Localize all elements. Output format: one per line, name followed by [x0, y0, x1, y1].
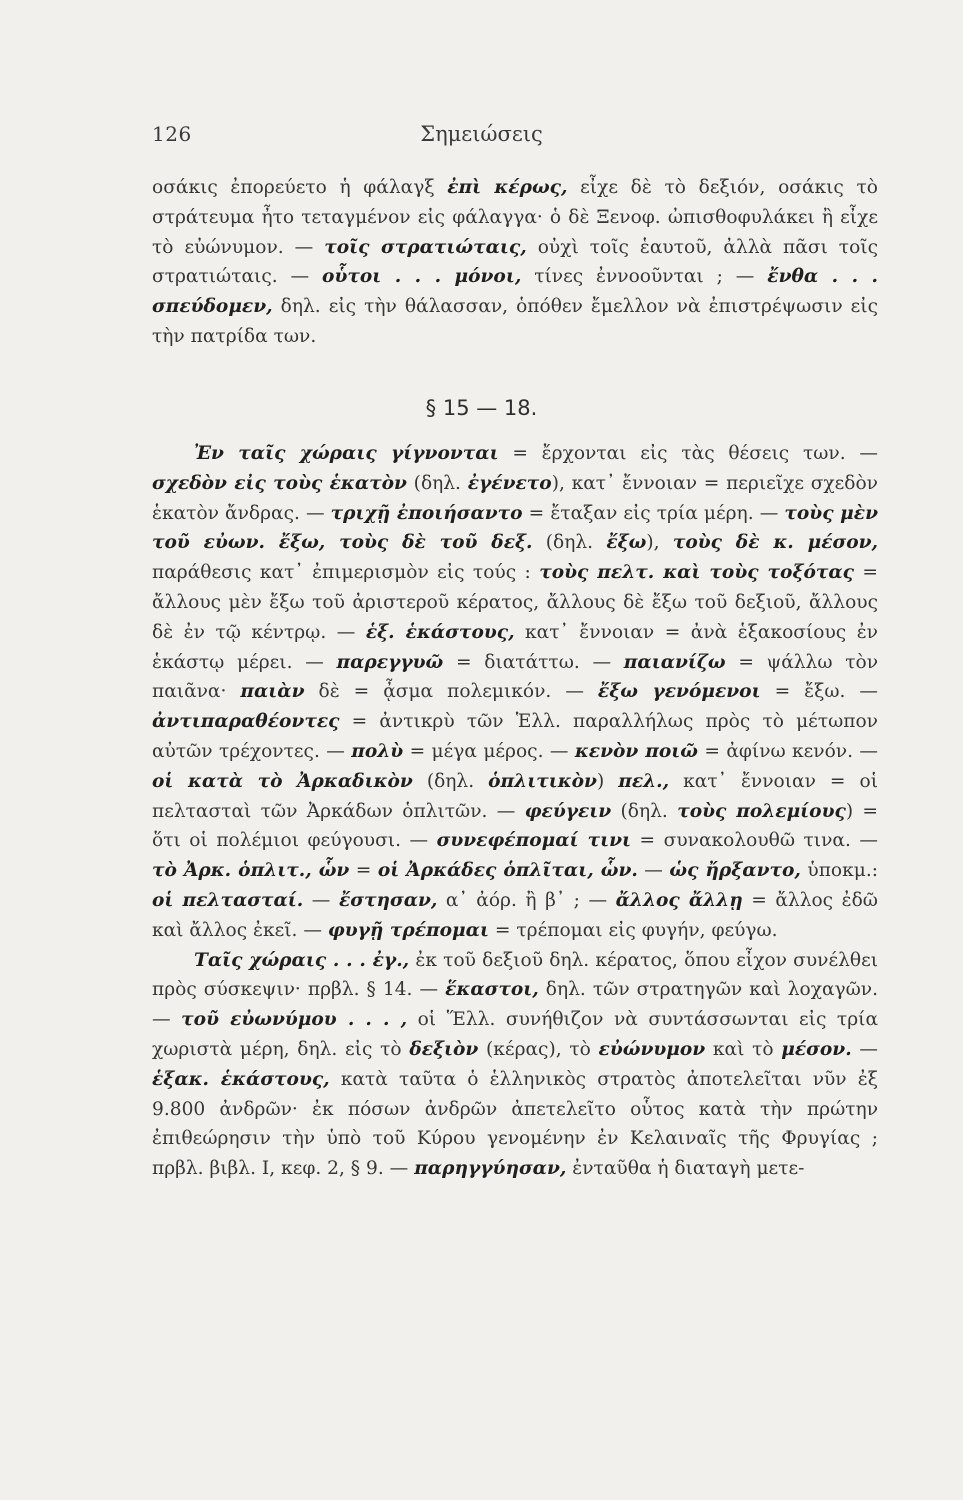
lemma-text: σχεδὸν εἰς τοὺς ἑκατὸν [152, 472, 407, 494]
gloss-text: = μέγα μέρος. — [403, 740, 575, 762]
lemma-text: παιὰν [240, 681, 305, 703]
gloss-text: (δηλ. [406, 472, 468, 494]
lemma-text: παιανίζω [623, 651, 726, 673]
running-head: Σημειώσεις [420, 122, 543, 146]
lemma-text: τοὺς δὲ κ. μέσον, [672, 532, 879, 554]
gloss-text: ἐνταῦθα ἡ διαταγὴ μετε- [566, 1158, 805, 1180]
lemma-text: τοὺς πελτ. καὶ τοὺς τοξότας [539, 562, 855, 584]
gloss-text: ὑποκμ.: [800, 860, 878, 882]
gloss-text: ), [646, 532, 673, 554]
lemma-text: τοῖς στρατιώταις, [324, 236, 527, 258]
gloss-text: ) [596, 770, 619, 792]
gloss-text: οὐχὶ τοῖς ἑαυτοῦ, ἀλλὰ πᾶσι τοῖς στρατιώταις. — [152, 236, 878, 288]
gloss-text: (δηλ. [412, 770, 489, 792]
gloss-text: εἶχε δὲ τὸ δεξιόν, οσάκις τὸ στράτευμα ἦτο τεταγμένον εἰς φάλαγγα· ὁ δὲ Ξενοφ. ὠπισθοφυλάκει ἢ εἶχε τὸ εὐώνυμον. — [152, 177, 878, 258]
gloss-text: καὶ τὸ [705, 1038, 782, 1060]
lemma-text: ὡς ἤρξαντο, [669, 860, 801, 882]
lemma-text: ἑξακ. ἑκάστους, [152, 1068, 330, 1090]
gloss-text: κατ᾽ ἔννοιαν = ἀνὰ ἑξακοσίους ἐν ἑκάστῳ μέρει. — [152, 621, 878, 673]
section-heading: § 15 — 18. [425, 396, 538, 420]
gloss-text: (δηλ. [532, 532, 607, 554]
lemma-text: ἐπὶ κέρως, [447, 177, 568, 198]
lemma-text: ἔνθα . . . σπεύδομεν, [152, 266, 878, 318]
gloss-text: παράθεσις κατ᾽ ἐπιμερισμὸν εἰς τούς : [152, 562, 540, 584]
gloss-text: = [349, 860, 378, 882]
gloss-text: δηλ. εἰς τὴν θάλασσαν, ὁπόθεν ἔμελλον νὰ ἐπιστρέψωσιν εἰς τὴν πατρίδα των. [152, 296, 878, 347]
lemma-text: τριχῇ ἐποιήσαντο [330, 502, 523, 524]
gloss-text: κατ᾽ ἔννοιαν = οἱ πελτασταὶ τῶν Ἀρκάδων ὁπλιτῶν. — [152, 770, 878, 822]
lemma-text: ἕκαστοι, [445, 979, 539, 1001]
lemma-text: οὗτοι . . . μόνοι, [322, 266, 522, 288]
lemma-text: οἱ Ἀρκάδες ὁπλῖται, ὧν. [377, 860, 638, 882]
gloss-text: (δηλ. [611, 800, 678, 822]
gloss-text: κατὰ ταῦτα ὁ ἑλληνικὸς στρατὸς ἀποτελεῖται νῦν ἐξ 9.800 ἀνδρῶν· ἐκ πόσων ἀνδρῶν ἀπετελεῖτο οὗτος κατὰ τὴν πρώτην ἐπιθεώρησιν τὴν ὑπὸ τοῦ Κύρου γενομένην ἐν Κελαιναῖς τῆς Φρυγίας ; πρβλ. βιβλ. Ι, κεφ. 2, § 9. — [152, 1068, 879, 1180]
gloss-text: ) = ὅτι οἱ πολέμιοι φεύγουσι. — [152, 800, 878, 852]
lemma-text: πολὺ [351, 740, 404, 762]
notes-block-main [152, 439, 878, 1184]
gloss-text: οσάκις ἐπορεύετο ἡ φάλαγξ [152, 177, 448, 198]
lemma-text: ἄλλος ἄλλῃ [615, 889, 743, 911]
lemma-text: συνεφέπομαί τινι [436, 830, 632, 852]
paragraph [152, 946, 878, 1184]
gloss-text: οἱ Ἕλλ. συνήθιζον νὰ συντάσσωνται εἰς τρία χωριστὰ μέρη, δηλ. εἰς τὸ [152, 1009, 878, 1060]
lemma-text: ἔστησαν, [338, 889, 438, 911]
gloss-text: = συνακολουθῶ τινα. — [631, 830, 878, 852]
lemma-text: Ἐν ταῖς χώραις γίγνονται [194, 443, 499, 464]
lemma-text: ἐγένετο [467, 472, 552, 494]
lemma-text: οἱ κατὰ τὸ Ἀρκαδικὸν [152, 770, 413, 792]
lemma-text: παρηγγύησαν, [414, 1158, 567, 1180]
lemma-text: ἔξω γενόμενοι [597, 681, 761, 703]
gloss-text: ἐκ τοῦ δεξιοῦ δηλ. κέρατος, ὅπου εἶχον συνέλθει πρὸς σύσκεψιν· πρβλ. § 14. — [152, 949, 878, 1001]
gloss-text: = ἔξω. — [760, 681, 878, 703]
gloss-text: (κέρας), τὸ [478, 1038, 599, 1060]
gloss-text: — [637, 860, 670, 882]
gloss-text: = ἄλλους μὲν ἔξω τοῦ ἀριστεροῦ κέρατος, ἄλλους δὲ ἔξω τοῦ δεξιοῦ, ἄλλους δὲ ἐν τῷ κέντρῳ. — [152, 562, 879, 643]
gloss-text: = ἔταξαν εἰς τρία μέρη. — [522, 502, 785, 524]
gloss-text: α᾽ ἀόρ. ἢ β᾽ ; — [437, 889, 616, 911]
lemma-text: μέσον. [781, 1038, 852, 1060]
page-number: 126 [152, 122, 192, 146]
lemma-text: οἱ πελτασταί. [152, 889, 304, 911]
lemma-text: φεύγειν [524, 800, 612, 822]
gloss-text: δὲ = ᾆσμα πολεμικόν. — [304, 681, 598, 703]
notes-block-top [152, 173, 878, 352]
lemma-text: κενὸν ποιῶ [574, 740, 698, 762]
lemma-text: πελ., [618, 770, 670, 792]
lemma-text: φυγῇ τρέπομαι [327, 919, 489, 941]
gloss-text: = ἔρχονται εἰς τὰς θέσεις των. — [498, 443, 879, 464]
lemma-text: ὁπλιτικὸν [488, 770, 597, 792]
gloss-text: δηλ. τῶν στρατηγῶν καὶ λοχαγῶν. — [152, 979, 879, 1031]
gloss-text: = ψάλλω τὸν παιᾶνα· [152, 651, 878, 703]
lemma-text: Ταῖς χώραις . . . ἐγ., [194, 949, 410, 971]
gloss-text: ), κατ᾽ ἔννοιαν = περιεῖχε σχεδὸν ἑκατὸν ἄνδρας. — [152, 472, 878, 524]
gloss-text: = ἀφίνω κενόν. — [697, 740, 878, 762]
paragraph [152, 439, 878, 946]
gloss-text: = ἄλλος ἐδῶ καὶ ἄλλος ἐκεῖ. — [152, 889, 878, 941]
lemma-text: τὸ Ἀρκ. ὁπλιτ., ὧν [152, 860, 350, 882]
lemma-text: τοὺς πολεμίους [677, 800, 846, 822]
lemma-text: δεξιὸν [409, 1038, 479, 1060]
gloss-text: — [851, 1038, 878, 1060]
lemma-text: ἔξω [606, 532, 647, 554]
gloss-text: τίνες ἐννοοῦνται ; — [521, 266, 768, 288]
gloss-text: — [303, 889, 339, 911]
paragraph [152, 173, 878, 352]
lemma-text: τοῦ εὐωνύμου . . . , [181, 1009, 408, 1031]
gloss-text: = διατάττω. — [443, 651, 624, 673]
gloss-text: = τρέπομαι εἰς φυγήν, φεύγω. [488, 919, 778, 941]
lemma-text: εὐώνυμον [598, 1038, 706, 1060]
lemma-text: ἑξ. ἑκάστους, [365, 621, 515, 643]
lemma-text: τοὺς μὲν τοῦ εὐων. ἔξω, τοὺς δὲ τοῦ δεξ. [152, 502, 878, 554]
lemma-text: ἀντιπαραθέοντες [152, 711, 340, 733]
gloss-text: = ἀντικρὺ τῶν Ἑλλ. παραλλήλως πρὸς τὸ μέτωπον αὐτῶν τρέχοντες. — [152, 711, 878, 762]
lemma-text: παρεγγυῶ [336, 651, 444, 673]
